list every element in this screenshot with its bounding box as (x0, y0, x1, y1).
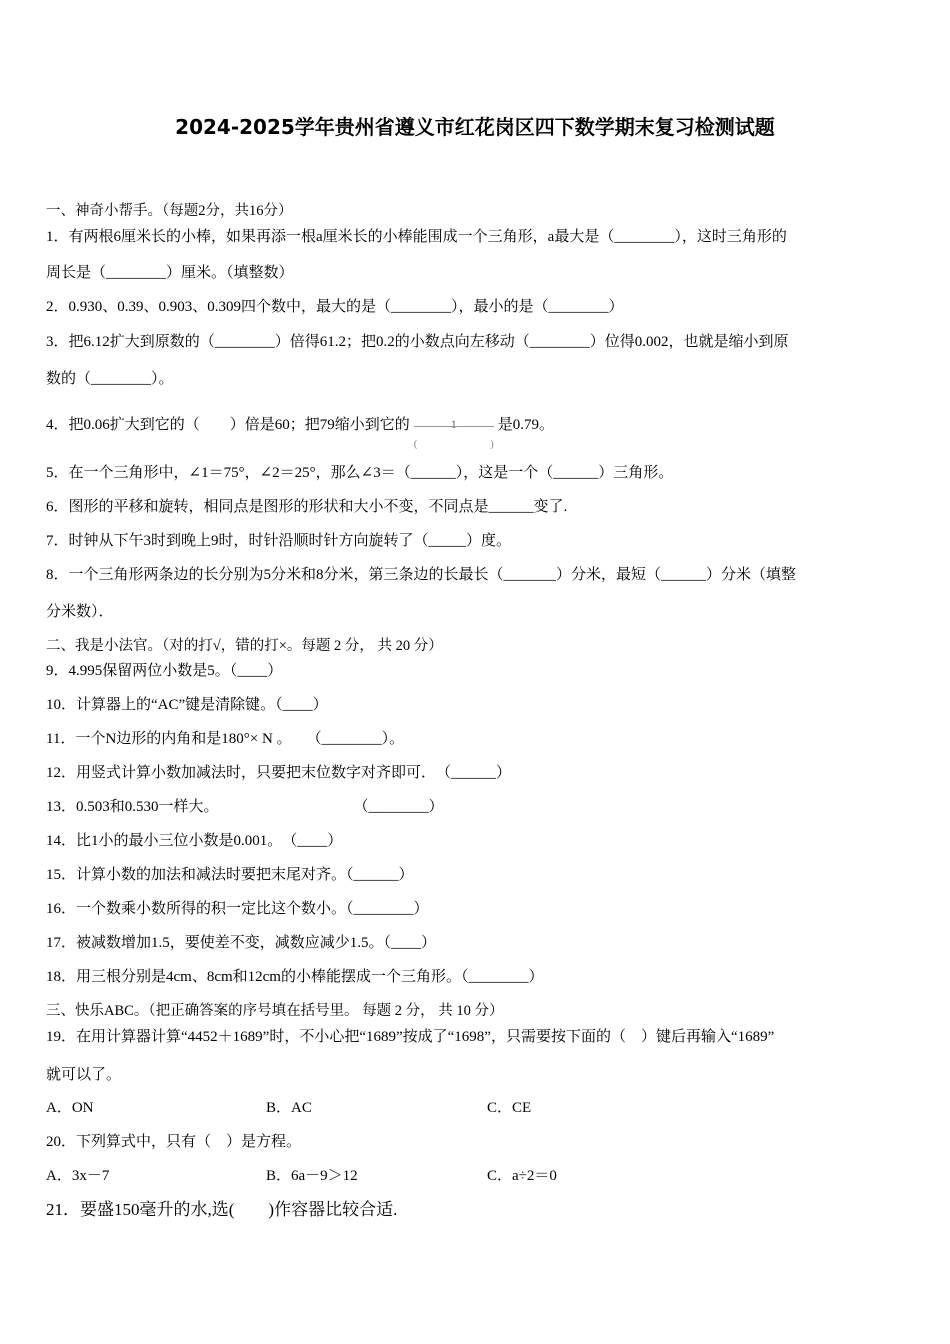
question-7: 7．时钟从下午3时到晚上9时，时针沿顺时针方向旋转了（_____）度。 (46, 533, 512, 549)
question-17: 17．被减数增加1.5，要使差不变，减数应减少1.5。（____） (46, 935, 437, 951)
question-15: 15．计算小数的加法和减法时要把末尾对齐。（______） (46, 867, 414, 883)
question-4 (46, 408, 906, 450)
question-19-option-c: C．CE (487, 1100, 532, 1116)
fraction-numerator: 1 (450, 416, 457, 431)
fraction-bar (414, 426, 494, 427)
question-13: 13．0.503和0.530一样大。 （________） (46, 799, 444, 815)
section-heading-1: 一、神奇小帮手。（每题2分，共16分） (46, 203, 293, 219)
question-4-text-before: 4．把0.06扩大到它的（ ）倍是60；把79缩小到它的 (46, 417, 410, 433)
question-3-line-2: 数的（________）。 (46, 371, 174, 387)
question-20-option-b: B．6a－9＞12 (266, 1168, 358, 1184)
question-20-option-c: C．a÷2＝0 (487, 1168, 557, 1184)
question-19-option-b: B．AC (266, 1100, 312, 1116)
question-19-line-2: 就可以了。 (46, 1067, 122, 1083)
question-12: 12．用竖式计算小数加减法时，只要把末位数字对齐即可． （______） (46, 765, 512, 781)
question-21: 21．要盛150毫升的水,选( )作容器比较合适. (46, 1200, 398, 1219)
question-1-line-2: 周长是（________）厘米。（填整数） (46, 265, 294, 281)
question-8-line-1: 8．一个三角形两条边的长分别为5分米和8分米，第三条边的长最长（_______）分米，最短（______）分米（填整 (46, 567, 797, 583)
question-16: 16．一个数乘小数所得的积一定比这个数小。（________） (46, 901, 429, 917)
question-2: 2．0.930、0.39、0.903、0.309四个数中，最大的是（________），最小的是（________） (46, 299, 624, 315)
fraction-denominator-open: ( (413, 437, 418, 450)
page-title: 2024-2025学年贵州省遵义市红花岗区四下数学期末复习检测试题 (175, 115, 775, 139)
question-3-line-1: 3．把6.12扩大到原数的（________）倍得61.2；把0.2的小数点向左移动（________）位得0.002，也就是缩小到原 (46, 334, 789, 350)
question-18: 18．用三根分别是4cm、8cm和12cm的小棒能摆成一个三角形。（________） (46, 969, 544, 985)
question-14: 14．比1小的最小三位小数是0.001。 （____） (46, 833, 343, 849)
section-heading-2: 二、我是小法官。（对的打√，错的打×。每题 2 分， 共 20 分） (46, 638, 443, 654)
question-19-line-1: 19．在用计算器计算“4452＋1689”时，不小心把“1689”按成了“1698”，只需要按下面的（ ）键后再输入“1689” (46, 1029, 775, 1045)
fraction (412, 409, 496, 450)
fraction-denominator-close: ) (490, 437, 494, 450)
question-8-line-2: 分米数）． (46, 604, 114, 620)
section-heading-3: 三、快乐ABC。（把正确答案的序号填在括号里。 每题 2 分， 共 10 分） (46, 1003, 504, 1019)
question-10: 10．计算器上的“AC”键是清除键。（____） (46, 697, 328, 713)
question-19-option-a: A．ON (46, 1100, 94, 1116)
question-1-line-1: 1．有两根6厘米长的小棒，如果再添一根a厘米长的小棒能围成一个三角形，a最大是（________），这时三角形的 (46, 229, 787, 245)
question-20: 20．下列算式中，只有（ ）是方程。 (46, 1134, 302, 1150)
question-20-option-a: A．3x－7 (46, 1168, 110, 1184)
question-6: 6．图形的平移和旋转，相同点是图形的形状和大小不变，不同点是______变了. (46, 499, 568, 515)
question-9: 9．4.995保留两位小数是5。（____） (46, 663, 283, 679)
question-5: 5．在一个三角形中，∠1＝75°，∠2＝25°，那么∠3＝（______），这是一个（______）三角形。 (46, 465, 674, 481)
question-4-text-after: 是0.79。 (497, 417, 555, 433)
question-11: 11．一个N边形的内角和是180°× N 。 （________）。 (46, 731, 405, 747)
